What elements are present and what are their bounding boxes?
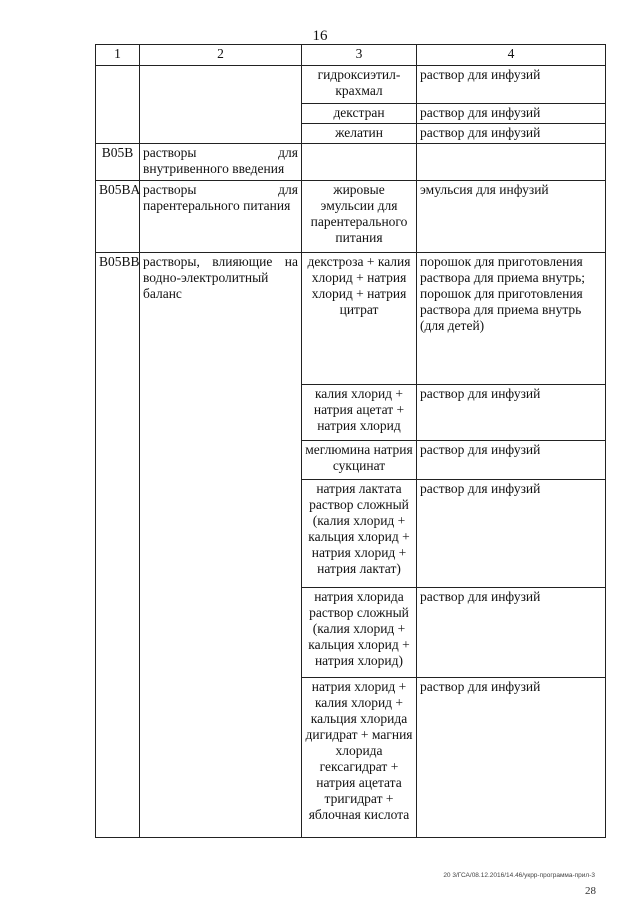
substance-cell: декстран [302, 104, 417, 124]
dosage-form-line: порошок для приготовления раствора для приема внутрь (для детей) [420, 286, 583, 333]
atc-code-cell [96, 66, 140, 144]
table-header-row [96, 45, 606, 66]
substance-cell: декстроза + калия хлорид + натрия хлорид + натрия цитрат [302, 253, 417, 385]
dosage-form-cell: раствор для инфузий [417, 104, 606, 124]
group-name-cell [140, 66, 302, 144]
dosage-form-cell: раствор для инфузий [417, 588, 606, 678]
group-name-cell: растворы для внутривенного введения [140, 144, 302, 181]
table-row [96, 253, 606, 385]
substance-cell: гидроксиэтил-крахмал [302, 66, 417, 104]
substance-cell: натрия лактата раствор сложный (калия хлорид + кальция хлорид + натрия хлорид + натрия лактат) [302, 480, 417, 588]
atc-code-cell: B05BB [96, 253, 140, 838]
table-row [96, 144, 606, 181]
dosage-form-cell [417, 253, 606, 385]
column-header-3: 3 [302, 45, 417, 66]
dosage-form-cell: раствор для инфузий [417, 385, 606, 441]
substance-cell: жировые эмульсии для парентерального питания [302, 181, 417, 253]
medicines-table [95, 44, 606, 838]
column-header-4: 4 [417, 45, 606, 66]
dosage-form-cell [417, 144, 606, 181]
dosage-form-cell: раствор для инфузий [417, 124, 606, 144]
substance-cell [302, 144, 417, 181]
dosage-form-cell: раствор для инфузий [417, 480, 606, 588]
substance-cell: калия хлорид + натрия ацетат + натрия хлорид [302, 385, 417, 441]
dosage-form-cell: раствор для инфузий [417, 441, 606, 480]
substance-cell: желатин [302, 124, 417, 144]
dosage-form-cell: раствор для инфузий [417, 678, 606, 838]
group-name-cell: растворы, влияющие на водно-электролитный баланс [140, 253, 302, 838]
document-footer-code: 20 3/ГСА/08.12.2016/14.46/укрр-программа-прил-3 [443, 872, 595, 879]
substance-cell: меглюмина натрия сукцинат [302, 441, 417, 480]
column-header-1: 1 [96, 45, 140, 66]
atc-code-cell: B05BA [96, 181, 140, 253]
page-number: 16 [312, 28, 328, 44]
sheet-number: 28 [585, 885, 596, 897]
group-name-cell: растворы для парентерального питания [140, 181, 302, 253]
table-row [96, 181, 606, 253]
atc-code-cell: B05B [96, 144, 140, 181]
column-header-2: 2 [140, 45, 302, 66]
substance-cell: натрия хлорида раствор сложный (калия хлорид + кальция хлорид + натрия хлорид) [302, 588, 417, 678]
table-row [96, 66, 606, 104]
substance-cell: натрия хлорид + калия хлорид + кальция хлорида дигидрат + магния хлорида гексагидрат + натрия ацетата тригидрат + яблочная кислота [302, 678, 417, 838]
dosage-form-cell: раствор для инфузий [417, 66, 606, 104]
dosage-form-line: порошок для приготовления раствора для приема внутрь; [420, 254, 586, 285]
dosage-form-cell: эмульсия для инфузий [417, 181, 606, 253]
